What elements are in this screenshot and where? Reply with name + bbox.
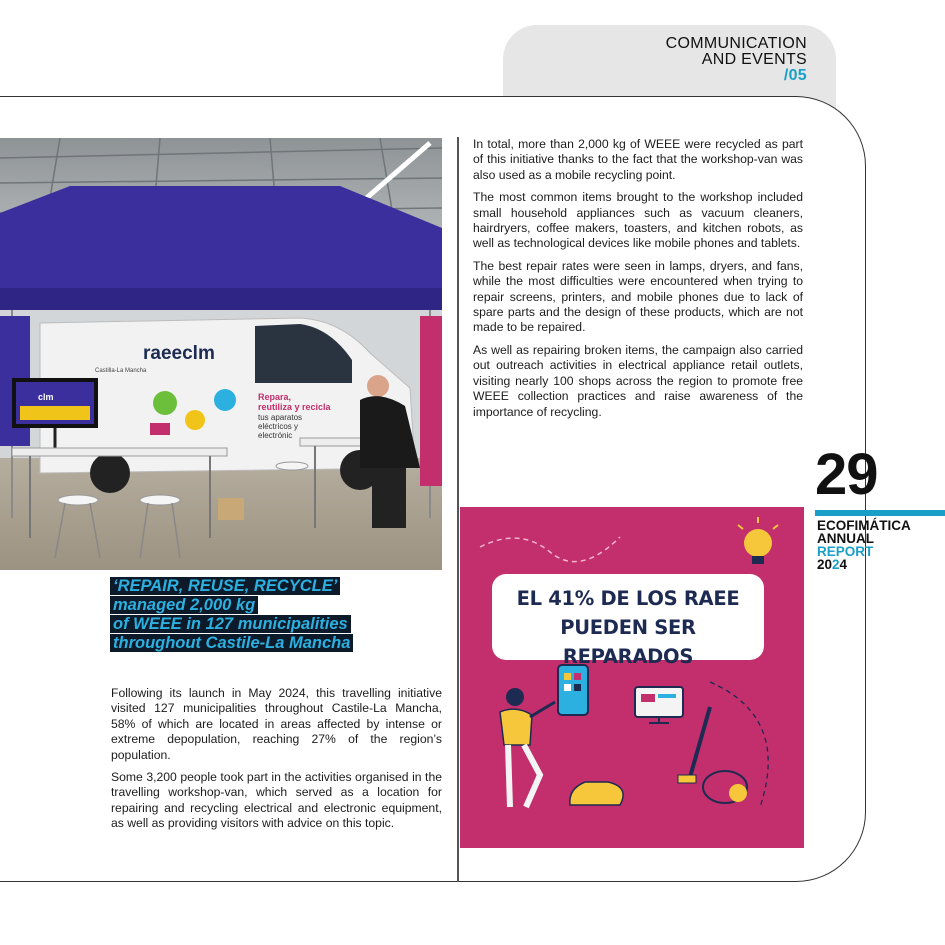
accent-bar: [815, 510, 945, 516]
iron-icon: [570, 782, 623, 805]
report-year: 2024: [817, 557, 848, 572]
lightbulb-icon: [738, 517, 778, 564]
right-paragraph-4: As well as repairing broken items, the campaign also carried out outreach activities in electrical appliance retail outlets, visiting nearly 100 shops across the region to promote free WEEE collection practices and raise awareness of the importance of recycling.: [473, 342, 803, 419]
van-slogan-3: tus aparatos: [258, 413, 303, 422]
left-column-text: [111, 686, 442, 839]
poster-line2: PUEDEN SER REPARADOS: [560, 616, 696, 668]
screen-logo: clm: [38, 392, 54, 402]
van-region-text: Castilla-La Mancha: [95, 368, 147, 374]
section-title: [666, 36, 807, 84]
van-slogan-4: eléctricos y: [258, 422, 299, 431]
van-slogan-5: electrónic: [258, 431, 293, 440]
poster-headline: [492, 584, 764, 671]
section-title-line1: COMMUNICATION: [665, 35, 807, 52]
report-line3: REPORT: [817, 544, 874, 559]
report-line2: ANNUAL: [817, 531, 874, 546]
left-paragraph-2: Some 3,200 people took part in the activities organised in the travelling workshop-van, which served as a location for repairing and recycling electrical and electronic equipment, as well as providing visitors with advice on this topic.: [111, 770, 442, 831]
monitor-icon: [635, 687, 683, 723]
column-divider: [457, 137, 459, 882]
photo-caption: [110, 577, 450, 653]
repair-poster: [460, 507, 804, 848]
right-paragraph-1: In total, more than 2,000 kg of WEEE were recycled as part of this initiative thanks to the fact that the workshop-van was also used as a mobile recycling point.: [473, 137, 803, 182]
caption-line1: ‘REPAIR, REUSE, RECYCLE’: [110, 577, 340, 595]
section-number: /05: [783, 67, 807, 84]
page-number: 29: [815, 442, 878, 507]
section-title-line2: AND EVENTS: [701, 51, 807, 68]
poster-line1: EL 41% DE LOS RAEE: [516, 587, 740, 610]
left-paragraph-1: Following its launch in May 2024, this travelling initiative visited 127 municipalities throughout Castile-La Mancha, 58% of which are located in areas affected by intense or extreme depopulation, reaching 27% of the region’s population.: [111, 686, 442, 762]
right-paragraph-3: The best repair rates were seen in lamps, dryers, and fans, while the most difficulties were encountered when trying to repair screens, printers, and mobile phones due to lack of spare parts and the design of these products, which are not made to be repaired.: [473, 258, 803, 335]
workshop-van-photo: [0, 138, 442, 570]
smartphone-icon: [558, 665, 588, 715]
report-line1: ECOFIMÁTICA: [817, 518, 911, 533]
caption-line4: throughout Castile-La Mancha: [110, 634, 353, 652]
caption-line2: managed 2,000 kg: [110, 596, 258, 614]
right-paragraph-2: The most common items brought to the workshop included small household appliances such as vacuum cleaners, hairdryers, coffee makers, toasters, and kitchen robots, as well as technological devices like mobile phones and tablets.: [473, 190, 803, 251]
vacuum-cleaner-icon: [678, 707, 747, 803]
right-column-text: [473, 137, 803, 427]
van-brand-text: raeeclm: [143, 343, 215, 364]
person-illustration: [500, 688, 555, 807]
report-label: [817, 519, 911, 571]
poster-illustration: [460, 507, 804, 848]
van-slogan-1: Repara,: [258, 392, 292, 402]
caption-line3: of WEEE in 127 municipalities: [110, 615, 351, 633]
van-slogan-2: reutiliza y recicla: [258, 402, 331, 412]
